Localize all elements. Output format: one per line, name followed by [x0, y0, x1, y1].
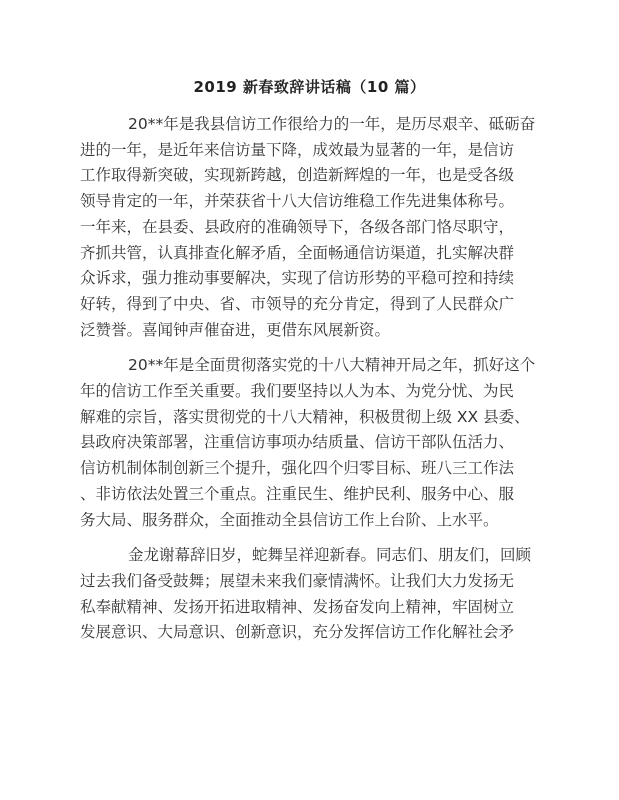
text-line: 众诉求，强力推动事要解决，实现了信访形势的平稳可控和持续	[80, 269, 515, 288]
text-line: 金龙谢幕辞旧岁，蛇舞呈祥迎新春。同志们、朋友们，回顾	[128, 546, 532, 565]
text-line: 务大局、服务群众，全面推动全县信访工作上台阶、上水平。	[80, 510, 499, 529]
text-line: 领导肯定的一年，并荣获省十八大信访维稳工作先进集体称号。	[80, 192, 515, 211]
text-line: 齐抓共管，认真排查化解矛盾，全面畅通信访渠道，扎实解决群	[80, 243, 515, 262]
text-line: 一年来，在县委、县政府的准确领导下，各级各部门恪尽职守，	[80, 217, 515, 236]
text-line: 20**年是全面贯彻落实党的十八大精神开局之年，抓好这个	[128, 356, 536, 375]
document-title: 2019 新春致辞讲话稿（10 篇）	[193, 78, 426, 96]
document-body	[80, 112, 550, 656]
text-line: 工作取得新突破，实现新跨越，创造新辉煌的一年，也是受各级	[80, 166, 515, 185]
text-line: 过去我们备受鼓舞；展望未来我们豪情满怀。让我们大力发扬无	[80, 571, 515, 590]
text-line: 进的一年，是近年来信访量下降，成效最为显著的一年，是信访	[80, 140, 515, 159]
text-line: 年的信访工作至关重要。我们要坚持以人为本、为党分忧、为民	[80, 382, 515, 401]
text-line: 县政府决策部署，注重信访事项办结质量、信访干部队伍活力、	[80, 433, 515, 452]
paragraph-2	[80, 353, 550, 533]
text-line: 、非访依法处置三个重点。注重民生、维护民利、服务中心、服	[80, 484, 515, 503]
text-line: 20**年是我县信访工作很给力的一年，是历尽艰辛、砥砺奋	[128, 115, 536, 133]
text-line: 私奉献精神、发扬开拓进取精神、发扬奋发向上精神，牢固树立	[80, 597, 515, 616]
text-line: 泛赞誉。喜闻钟声催奋进，更借东风展新资。	[80, 320, 391, 339]
paragraph-3	[80, 543, 550, 646]
text-line: 发展意识、大局意识、创新意识，充分发挥信访工作化解社会矛	[80, 623, 515, 642]
paragraph-1	[80, 112, 550, 343]
text-line: 信访机制体制创新三个提升，强化四个归零目标、班八三工作法	[80, 459, 515, 478]
text-line: 解难的宗旨，落实贯彻党的十八大精神，积极贯彻上级 XX 县委、	[80, 407, 530, 426]
text-line: 好转，得到了中央、省、市领导的充分肯定，得到了人民群众广	[80, 294, 515, 313]
